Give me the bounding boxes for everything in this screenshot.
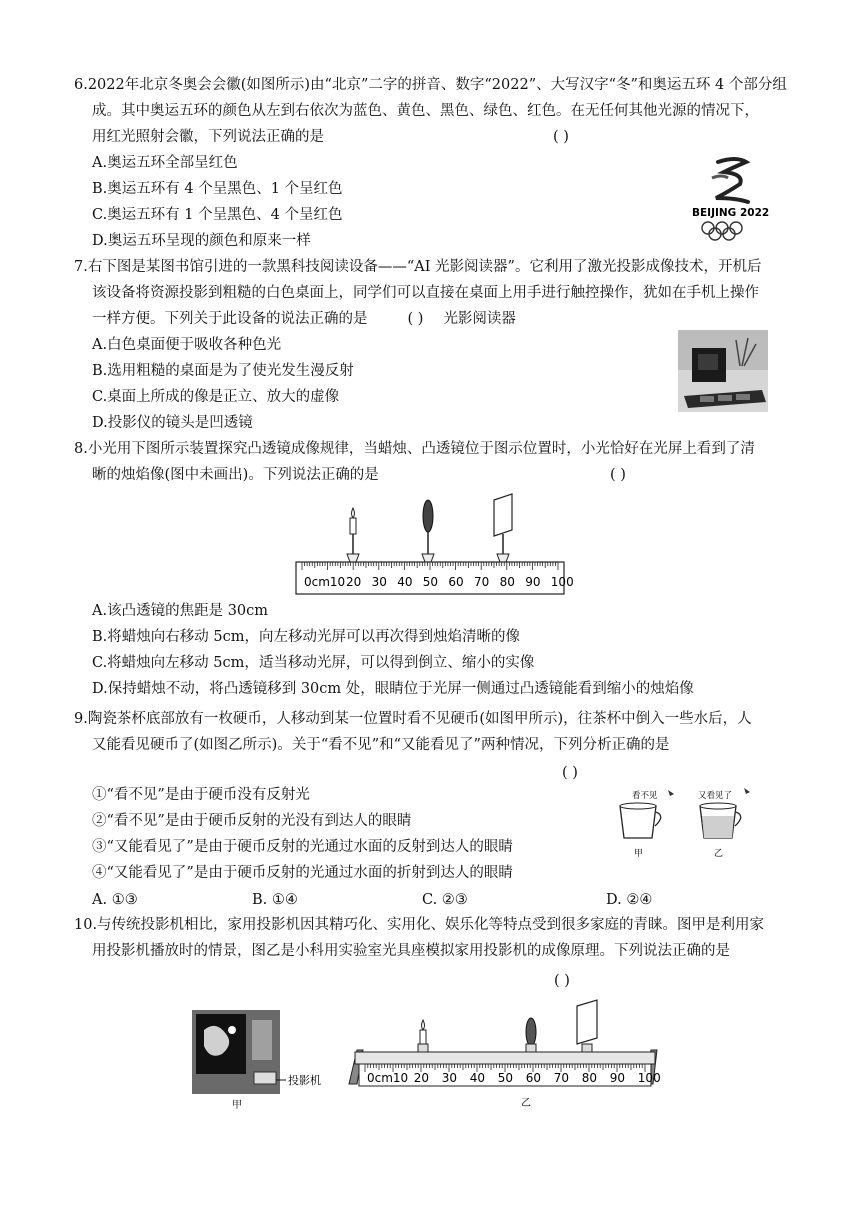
ruler-tick-label: 30 [371,575,387,589]
q10-projector-photo [192,1010,332,1110]
question-8 [74,436,788,488]
convex-lens-icon [422,500,434,562]
q8-option-b: B.将蜡烛向右移动 5cm，向左移动光屏可以再次得到烛焰清晰的像 [92,629,520,645]
photo-caption-jia: 甲 [232,1100,242,1111]
q9-stem-line2: 又能看见硬币了(如图乙所示)。关于“看不见”和“又能看见了”两种情况，下列分析正确的是 [92,737,670,753]
q9-statement-3: ③“又能看见了”是由于硬币反射的光通过水面的反射到达人的眼睛 [92,839,513,855]
q6-option-c: C.奥运五环有 1 个呈黑色、4 个呈红色 [92,207,343,223]
emblem-text: BEIJING 2022 [692,207,770,219]
ruler-tick-label: 40 [397,575,413,589]
q6-option-b: B.奥运五环有 4 个呈黑色、1 个呈红色 [92,181,343,197]
q8-option-c: C.将蜡烛向左移动 5cm，适当移动光屏，可以得到倒立、缩小的实像 [92,655,535,671]
q7-option-c: C.桌面上所成的像是正立、放大的虚像 [92,389,340,405]
candle-icon [418,1020,428,1052]
ruler-tick-label: 20 [346,575,362,589]
cup-caption-jia: 甲 [634,849,644,859]
q7-answer-paren: ( ) [407,311,424,327]
beijing-2022-emblem [688,152,774,244]
q7-option-a: A.白色桌面便于吸收各种色光 [92,337,282,353]
q7-stem-line3: 一样方便。下列关于此设备的说法正确的是 ( ) 光影阅读器 [92,311,516,327]
q9-statement-2: ②“看不见”是由于硬币反射的光没有到达人的眼睛 [92,813,412,829]
q6-stem-line3: 用红光照射会徽，下列说法正确的是 [92,129,324,145]
cup-caption-yi: 乙 [714,849,724,859]
q9-option-d: D. ②④ [606,892,653,908]
ai-reader-photo [678,330,768,412]
ruler-tick-label: 90 [609,1071,626,1085]
q6-stem: 6.2022年北京冬奥会会徽(如图所示)由“北京”二字的拼音、数字“2022”、大写汉字“冬”和奥运五环 4 个部分组 [74,77,787,93]
q9-option-c: C. ②③ [422,892,468,908]
q9-stem: 9.陶瓷茶杯底部放有一枚硬币，人移动到某一位置时看不见硬币(如图甲所示)，往茶杯中倒入一些水后，人 [74,711,752,727]
question-7 [74,254,788,332]
ruler-tick-label: 80 [581,1071,598,1085]
q9-statement-1: ①“看不见”是由于硬币没有反射光 [92,787,310,803]
q7-option-b: B.选用粗糙的桌面是为了使光发生漫反射 [92,363,354,379]
question-6 [74,72,788,150]
question-9 [74,706,788,758]
ruler-tick-label: 0cm10 [367,1071,409,1085]
q7-option-d: D.投影仪的镜头是凹透镜 [92,415,253,431]
eye-icon-right [744,788,750,794]
olympic-rings-icon [702,222,742,240]
ruler-tick-label: 60 [525,1071,542,1085]
q7-stem-line2: 该设备将资源投影到粗糙的白色桌面上，同学们可以直接在桌面上用手进行触控操作，犹如在手机上操作 [92,285,759,301]
q6-option-d: D.奥运五环呈现的颜色和原来一样 [92,233,311,249]
q6-stem-line2: 成。其中奥运五环的颜色从左到右依次为蓝色、黄色、黑色、绿色、红色。在无任何其他光源的情况下， [92,103,759,119]
light-screen-icon [494,494,512,562]
q10-optical-bench [345,998,665,1110]
ruler-tick-label: 40 [469,1071,486,1085]
eye-icon-left [668,790,674,796]
ruler-tick-label: 70 [474,575,490,589]
q9-cups-figure [612,786,760,870]
ruler-tick-label: 50 [497,1071,514,1085]
ruler-tick-label: 60 [448,575,464,589]
q7-tail-label: 光影阅读器 [443,311,516,327]
cup-icon-empty [620,803,661,838]
q8-answer-paren: ( ) [610,467,626,483]
bench-rail [355,1052,655,1064]
emblem-dong-glyph [716,159,748,202]
ruler-tick-label: 90 [525,575,541,589]
ruler-tick-label: 0cm10 [304,575,346,589]
q8-option-a: A.该凸透镜的焦距是 30cm [92,603,269,619]
ruler-tick-label: 70 [553,1071,570,1085]
projector-icon [254,1072,276,1084]
q8-stem: 8.小光用下图所示装置探究凸透镜成像规律，当蜡烛、凸透镜位于图示位置时，小光恰好在光屏上看到了清 [74,441,755,457]
q8-optical-bench [290,492,574,596]
ruler-tick-label: 20 [413,1071,430,1085]
q10-stem: 10.与传统投影机相比，家用投影机因其精巧化、实用化、娱乐化等特点受到很多家庭的青睐。图甲是利用家 [74,917,765,933]
light-screen-icon [577,1000,597,1052]
q10-stem-line2: 用投影机播放时的情景，图乙是小科用实验室光具座模拟家用投影机的成像原理。下列说法正确的是 [92,943,730,959]
ruler-tick-label: 100 [550,575,574,589]
q9-option-a: A. ①③ [92,892,138,908]
cup-icon-with-water [700,803,741,838]
q6-option-a: A.奥运五环全部呈红色 [92,155,238,171]
convex-lens-icon [526,1018,536,1052]
ruler-tick-label: 50 [422,575,439,589]
cup-label-not-seen: 看不见 [632,791,658,801]
q7-stem: 7.右下图是某图书馆引进的一款黑科技阅读设备——“AI 光影阅读器”。它利用了激光投影成像技术，开机后 [74,259,762,275]
emblem-stroke [712,176,728,178]
q8-stem-line2: 晰的烛焰像(图中未画出)。下列说法正确的是 [92,467,379,483]
q9-option-b: B. ①④ [252,892,298,908]
q9-answer-paren: ( ) [562,765,578,781]
bench-caption-yi: 乙 [521,1098,531,1109]
cup-label-seen-again: 又看见了 [698,791,733,801]
projector-label: 投影机 [288,1074,321,1087]
q6-answer-paren: ( ) [553,129,569,145]
ruler-tick-label: 80 [499,575,515,589]
ruler-tick-label: 30 [441,1071,458,1085]
question-10 [74,912,788,964]
q9-statement-4: ④“又能看见了”是由于硬币反射的光通过水面的折射到达人的眼睛 [92,865,513,881]
ruler-tick-label: 100 [637,1071,661,1085]
q10-answer-paren: ( ) [554,973,570,989]
q8-option-d: D.保持蜡烛不动，将凸透镜移到 30cm 处，眼睛位于光屏一侧通过凸透镜能看到缩小的烛焰像 [92,681,694,697]
candle-icon [347,508,359,562]
